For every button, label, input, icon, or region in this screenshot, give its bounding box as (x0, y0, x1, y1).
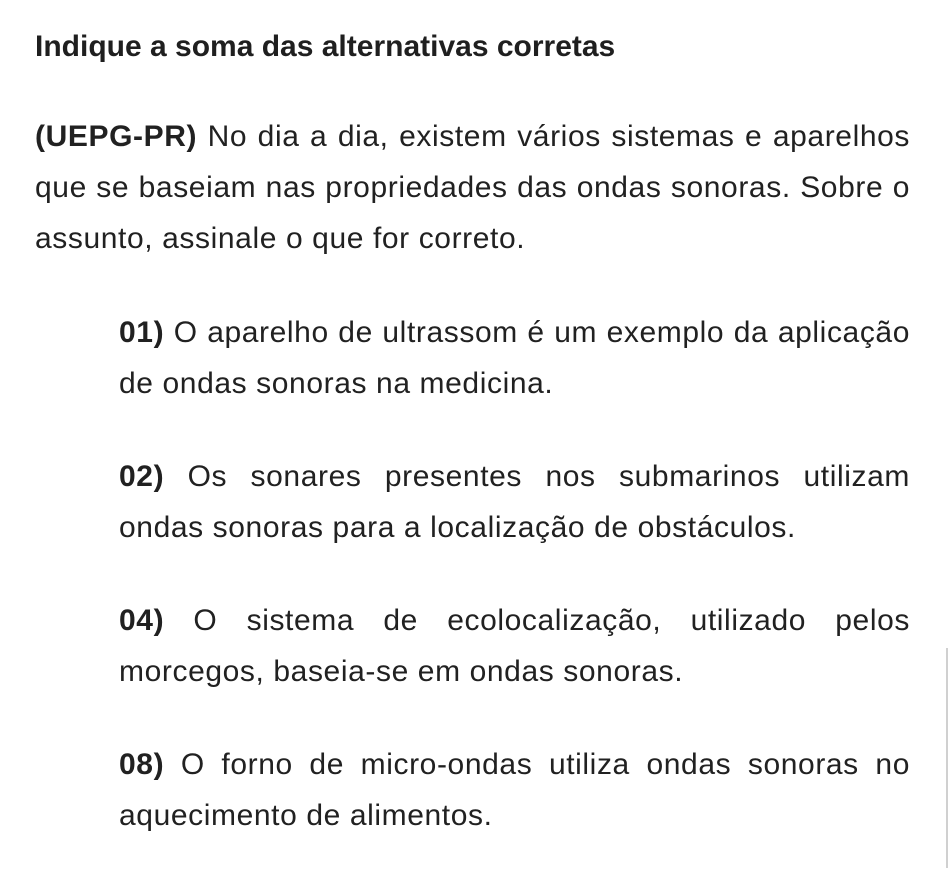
option-text: Os sonares presentes nos submarinos utilizam ondas sonoras para a localização de obstáculos. (119, 460, 911, 544)
option-text: O forno de micro-ondas utiliza ondas sonoras no aquecimento de alimentos. (119, 748, 910, 832)
question-source: (UEPG-PR) (35, 120, 198, 153)
option-text: O sistema de ecolocalização, utilizado pelos morcegos, baseia-se em ondas sonoras. (119, 604, 910, 688)
option-02 (119, 451, 910, 553)
option-number: 02) (119, 460, 165, 493)
option-text: O aparelho de ultrassom é um exemplo da aplicação de ondas sonoras na medicina. (119, 316, 910, 400)
option-08 (119, 739, 910, 841)
option-01 (119, 307, 910, 409)
option-number: 01) (119, 316, 165, 349)
question-statement-text: No dia a dia, existem vários sistemas e aparelhos que se baseiam nas propriedades das ondas sonoras. Sobre o assunto, assinale o que for correto. (35, 120, 910, 255)
question-statement (35, 111, 910, 264)
question-title: Indique a soma das alternativas corretas (35, 30, 616, 63)
options-list (119, 307, 910, 841)
option-04 (119, 595, 910, 697)
option-number: 04) (119, 604, 165, 637)
question-card (35, 22, 910, 883)
option-number: 08) (119, 748, 165, 781)
